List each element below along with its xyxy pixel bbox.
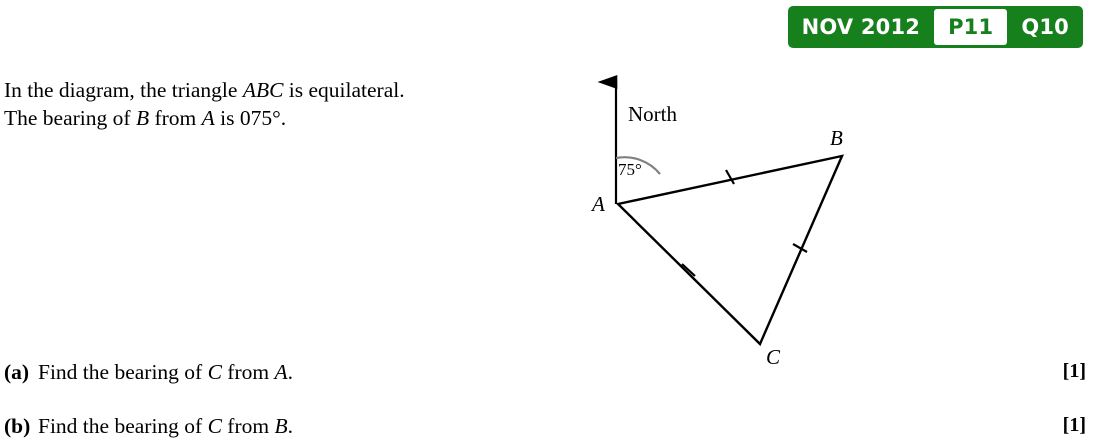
question-stem: [4, 76, 524, 133]
vertex-label-c: C: [766, 345, 781, 369]
part-a-italic-c: C: [207, 360, 222, 384]
question-part-b: [4, 414, 293, 439]
stem-line-2-post: is 075°.: [214, 106, 287, 131]
triangle-abc: [618, 156, 842, 344]
part-a-text: [38, 360, 293, 385]
stem-line-1-pre: In the diagram, the triangle: [4, 78, 243, 102]
part-b-text-mid: from: [221, 414, 275, 438]
stem-line-2-mid: from: [149, 106, 202, 131]
part-a-label: (a): [4, 360, 30, 384]
part-b-italic-c: C: [207, 414, 222, 438]
stem-line-1-italic: ABC: [242, 78, 284, 102]
question-part-a: [4, 360, 293, 385]
part-b-text: [38, 414, 293, 439]
stem-line-1: [4, 76, 524, 104]
stem-line-2-pre: The bearing of: [4, 106, 136, 131]
part-a-text-mid: from: [221, 360, 275, 384]
part-b-text-post: .: [287, 414, 293, 438]
part-b-marks: [1]: [1062, 414, 1086, 436]
part-a-text-post: .: [287, 360, 293, 384]
stem-line-1-post: is equilateral.: [283, 78, 405, 102]
stem-line-2-italic-a: A: [201, 106, 215, 131]
vertex-label-a: A: [592, 192, 605, 216]
tick-mark-ab: [726, 170, 734, 184]
part-b-italic-b: B: [274, 414, 288, 438]
badge-question: Q10: [1021, 15, 1069, 39]
stem-line-2-italic-b: B: [135, 106, 150, 131]
part-b-label: (b): [4, 414, 31, 438]
diagram-svg: [560, 64, 900, 384]
part-a-marks: [1]: [1062, 360, 1086, 382]
badge-paper: P11: [934, 9, 1007, 45]
north-label: North: [628, 102, 677, 126]
part-b-text-pre: Find the bearing of: [38, 414, 208, 438]
bearings-diagram: [560, 64, 900, 384]
stem-line-2: [4, 104, 524, 132]
part-a-italic-a: A: [274, 360, 288, 384]
exam-reference-badge: [788, 6, 1083, 48]
vertex-label-b: B: [830, 126, 843, 150]
badge-session: NOV 2012: [801, 15, 921, 39]
part-a-text-pre: Find the bearing of: [38, 360, 208, 384]
angle-label-75: 75°: [618, 160, 642, 179]
